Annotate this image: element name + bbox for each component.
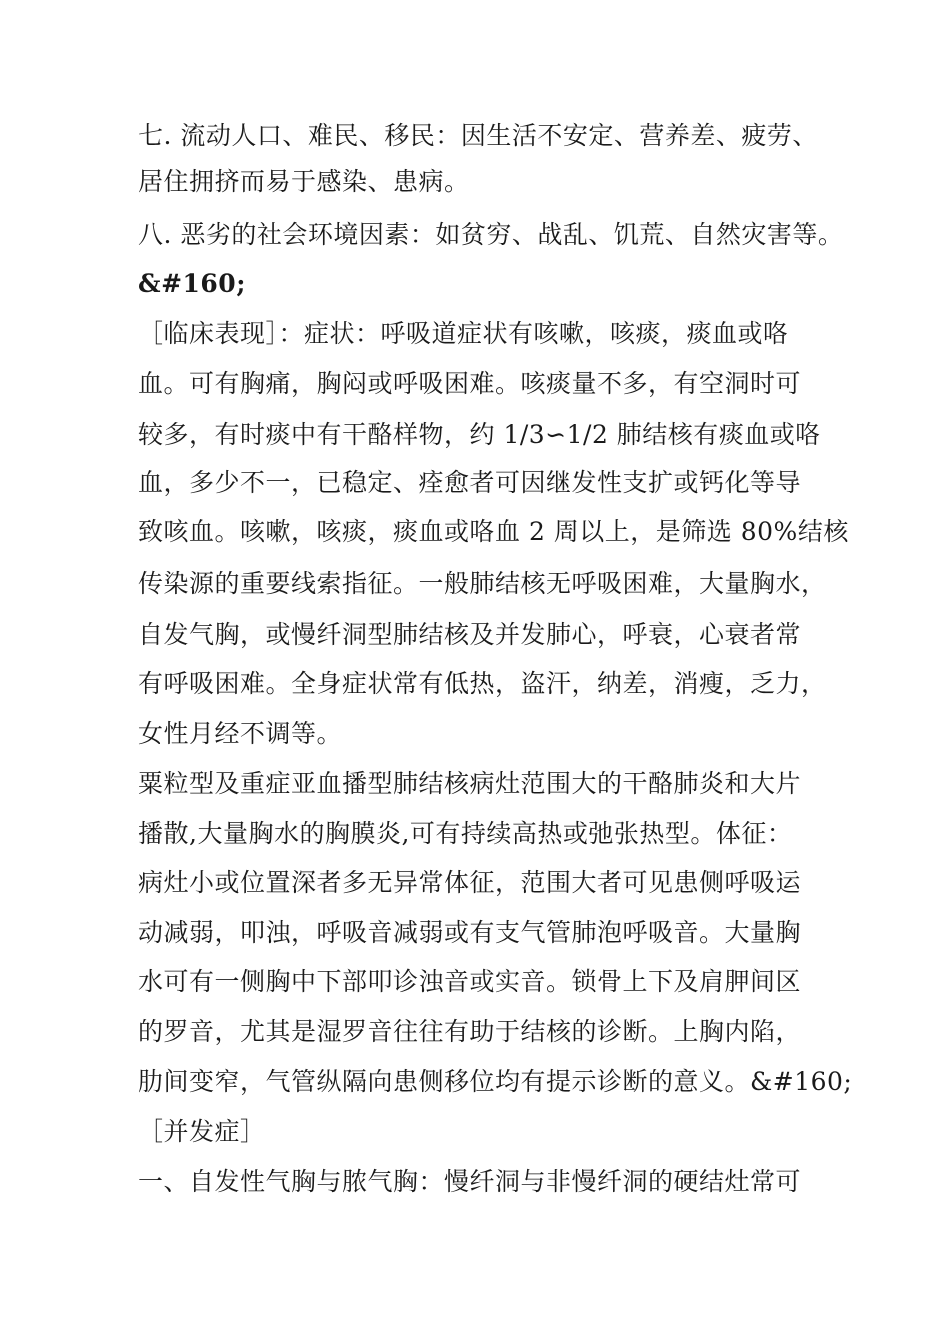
text-line: 病灶小或位置深者多无异常体征，范围大者可见患侧呼吸运 xyxy=(138,868,802,897)
text-line: 传染源的重要线索指征。一般肺结核无呼吸困难，大量胸水， xyxy=(138,569,827,598)
text-line: 女性月经不调等。 xyxy=(138,719,343,748)
text-line: 播散,大量胸水的胸膜炎,可有持续高热或弛张热型。体征： xyxy=(138,819,793,848)
text-line: 粟粒型及重症亚血播型肺结核病灶范围大的干酪肺炎和大片 xyxy=(138,769,802,798)
text-line: 的罗音，尤其是湿罗音往往有助于结核的诊断。上胸内陷， xyxy=(138,1017,802,1046)
text-line: 七. 流动人口、难民、移民：因生活不安定、营养差、疲劳、 xyxy=(138,121,818,150)
text-line: &#160; xyxy=(138,269,246,298)
text-line: 动减弱，叩浊，呼吸音减弱或有支气管肺泡呼吸音。大量胸 xyxy=(138,918,802,947)
text-line: 肋间变窄，气管纵隔向患侧移位均有提示诊断的意义。&#160; xyxy=(138,1067,853,1096)
text-line: 较多，有时痰中有干酪样物，约 1/3∽1/2 肺结核有痰血或咯 xyxy=(138,420,821,449)
text-line: 水可有一侧胸中下部叩诊浊音或实音。锁骨上下及肩胛间区 xyxy=(138,967,802,996)
section-heading-clinical: ［临床表现］：症状：呼吸道症状有咳嗽，咳痰，痰血或咯 xyxy=(138,319,789,348)
text-line: 自发气胸，或慢纤洞型肺结核及并发肺心，呼衰，心衰者常 xyxy=(138,620,802,649)
text-line: 居住拥挤而易于感染、患病。 xyxy=(138,167,470,196)
text-line: 血，多少不一，已稳定、痊愈者可因继发性支扩或钙化等导 xyxy=(138,468,802,497)
text-line: 致咳血。咳嗽，咳痰，痰血或咯血 2 周以上，是筛选 80%结核 xyxy=(138,517,849,546)
section-heading-complications: ［并发症］ xyxy=(138,1117,266,1146)
text-line: 八. 恶劣的社会环境因素：如贫穷、战乱、饥荒、自然灾害等。 xyxy=(138,220,844,249)
text-line: 有呼吸困难。全身症状常有低热，盗汗，纳差，消瘦，乏力， xyxy=(138,669,827,698)
text-line: 一、自发性气胸与脓气胸：慢纤洞与非慢纤洞的硬结灶常可 xyxy=(138,1167,802,1196)
text-line: 血。可有胸痛，胸闷或呼吸困难。咳痰量不多，有空洞时可 xyxy=(138,369,802,398)
